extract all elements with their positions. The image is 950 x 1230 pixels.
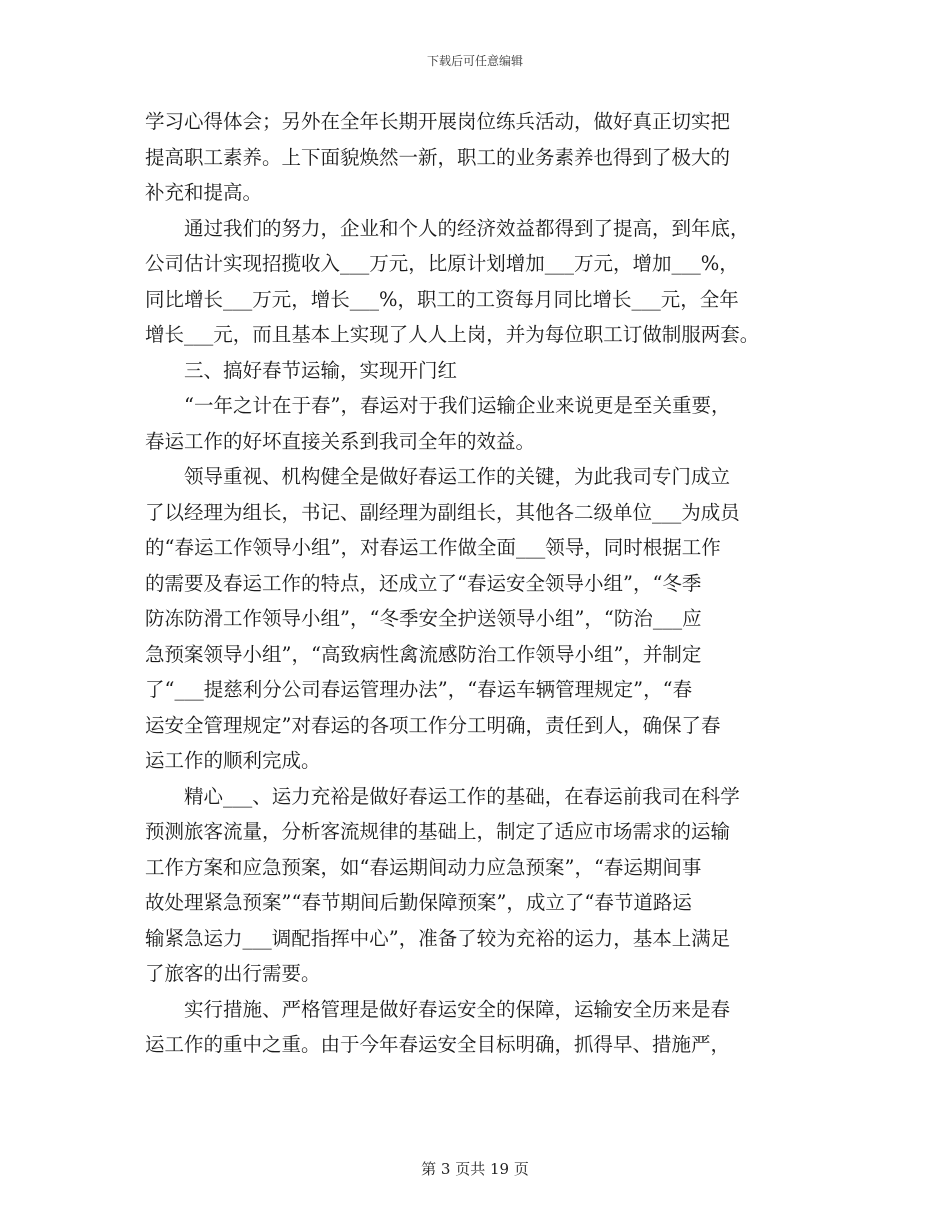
text-line: 的“春运工作领导小组”，对春运工作做全面___领导，同时根据工作 — [145, 536, 721, 559]
text-line: 学习心得体会；另外在全年长期开展岗位练兵活动，做好真正切实把 — [145, 110, 731, 133]
section-heading: 三、搞好春节运输，实现开门红 — [145, 358, 458, 382]
text-line: 了以经理为组长，书记、副经理为副组长，其他各二级单位___为成员 — [145, 500, 740, 524]
page-header: 下载后可任意编辑 — [426, 54, 523, 68]
text-line: 的需要及春运工作的特点，还成立了“春运安全领导小组”，“冬季 — [145, 571, 702, 595]
text-line: 运工作的重中之重。由于今年春运安全目标明确，抓得早、措施严， — [145, 1033, 731, 1056]
text-line: 领导重视、机构健全是做好春运工作的关键，为此我司专门成立 — [145, 465, 731, 488]
text-line: 急预案领导小组”，“高致病性禽流感防治工作领导小组”，并制定 — [145, 642, 702, 666]
text-line: 实行措施、严格管理是做好春运安全的保障，运输安全历来是春 — [145, 997, 731, 1021]
text-line: 运安全管理规定”对春运的各项工作分工明确，责任到人，确保了春 — [145, 713, 721, 737]
text-line: 增长___元，而且基本上实现了人人上岗，并为每位职工订做制服两套。 — [145, 323, 760, 346]
text-line: “一年之计在于春”，春运对于我们运输企业来说更是至关重要， — [145, 394, 731, 417]
text-line: 输紧急运力___调配指挥中心”，准备了较为充裕的运力，基本上满足 — [145, 926, 731, 950]
text-line: 通过我们的努力，企业和个人的经济效益都得到了提高，到年底， — [145, 216, 750, 240]
text-line: 运工作的顺利完成。 — [145, 749, 321, 772]
text-line: 春运工作的好坏直接关系到我司全年的效益。 — [145, 429, 536, 453]
text-line: 预测旅客流量，分析客流规律的基础上，制定了适应市场需求的运输 — [145, 820, 731, 843]
text-line: 了“___提慈利分公司春运管理办法”，“春运车辆管理规定”，“春 — [145, 678, 693, 701]
text-line: 补充和提高。 — [145, 181, 263, 204]
page-number-footer: 第 3 页共 19 页 — [421, 1160, 529, 1178]
text-line: 故处理紧急预案”“春节期间后勤保障预案”，成立了“春节道路运 — [145, 891, 692, 914]
text-line: 防冻防滑工作领导小组”，“冬季安全护送领导小组”，“防治___应 — [145, 607, 702, 630]
text-line: 了旅客的出行需要。 — [145, 962, 321, 985]
text-line: 提高职工素养。上下面貌焕然一新，职工的业务素养也得到了极大的 — [145, 145, 731, 169]
document-body — [145, 104, 815, 1063]
text-line: 精心___、运力充裕是做好春运工作的基础，在春运前我司在科学 — [145, 784, 740, 808]
text-line: 工作方案和应急预案，如“春运期间动力应急预案”，“春运期间事 — [145, 855, 702, 879]
text-line: 公司估计实现招揽收入___万元，比原计划增加___万元，增加___%， — [145, 252, 739, 275]
text-line: 同比增长___万元，增长___%，职工的工资每月同比增长___元，全年 — [145, 287, 739, 311]
